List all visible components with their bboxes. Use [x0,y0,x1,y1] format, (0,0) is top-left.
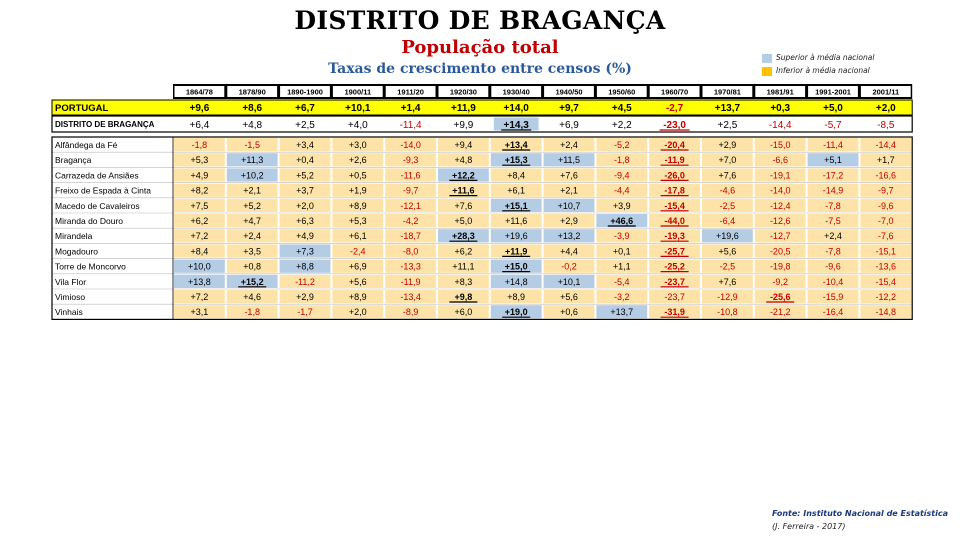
rate-value: -11,9 [664,155,685,166]
national-value: -2,7 [665,103,684,114]
rate-value: +10,1 [557,276,581,287]
rate-value: +11,1 [452,261,475,272]
rate-value: +3,1 [190,307,209,318]
rate-value: +11,6 [505,216,528,226]
period-label: 1970/81 [713,87,741,97]
rate-value: -8,9 [402,307,419,318]
rate-value: +6,1 [348,231,367,242]
source-note: Fonte: Instituto Nacional de Estatística [771,509,948,518]
rate-value: -16,4 [822,307,844,318]
rate-value: +3,0 [348,140,367,150]
rate-value: -15,9 [822,292,844,302]
rate-value: -13,4 [400,292,421,302]
period-label: 1991-2001 [815,87,851,97]
district-value: -11,4 [399,120,422,131]
municipality-label: Vinhais [55,307,83,318]
rate-value: -23,7 [664,276,685,287]
rate-value: -20,5 [769,246,791,257]
national-value: +5,0 [823,103,843,114]
rate-value: -15,1 [875,246,897,257]
rate-value: +1,9 [348,185,367,196]
rate-value: +2,1 [560,185,578,196]
rate-value: +13,7 [610,307,634,318]
rate-value: -14,9 [822,185,844,196]
rate-value: +11,5 [557,155,581,166]
district-value: +4,0 [347,120,368,131]
rate-value: -17,2 [822,170,844,181]
rate-value: +8,9 [507,292,526,302]
period-label: 1890-1900 [287,87,323,97]
rate-value: +2,6 [348,155,367,166]
rate-value: +11,9 [505,246,528,257]
rate-value: -11,9 [400,276,421,287]
municipality-label: Carrazeda de Ansiães [55,170,139,181]
rate-value: -4,2 [402,216,419,226]
rate-value: -14,0 [400,140,421,150]
period-label: 1981/91 [766,87,794,97]
rate-value: +13,4 [504,140,528,150]
rate-value: -12,1 [400,200,421,211]
rate-value: +28,3 [452,231,475,242]
rate-value: -9,7 [878,185,894,196]
period-label: 1950/60 [608,87,636,97]
rate-value: +46,6 [610,216,634,226]
rate-value: -7,0 [878,216,894,226]
district-value: -14,4 [768,120,792,131]
district-value: +6,4 [189,120,210,131]
national-value: +14,0 [503,103,529,114]
rate-value: -7,8 [825,246,841,257]
rate-value: -1,8 [614,155,630,166]
rate-value: +4,7 [243,216,262,226]
rate-value: +4,8 [454,155,473,166]
rate-value: +3,9 [612,200,631,211]
period-label: 1878/90 [238,87,266,97]
rate-value: +11,3 [241,155,264,166]
rate-value: +3,5 [243,246,262,257]
rate-value: +7,6 [718,276,737,287]
district-value: +6,9 [559,120,579,131]
period-label: 1864/78 [185,87,213,97]
rate-value: +10,7 [557,200,581,211]
national-value: +10,1 [345,103,371,114]
page-subsubtitle: Taxas de crescimento entre censos (%) [328,61,632,77]
district-value: +2,5 [295,120,315,131]
rate-value: -3,2 [614,292,630,302]
municipality-label: Freixo de Espada à Cinta [55,185,151,196]
period-label: 2001/11 [872,87,900,97]
rate-value: +5,3 [190,155,209,166]
rate-value: +9,4 [454,140,473,150]
national-value: +0,3 [770,103,791,114]
rate-value: +5,3 [348,216,367,226]
national-value: +4,5 [611,103,632,114]
national-label: PORTUGAL [55,103,109,114]
rate-value: -8,0 [402,246,419,257]
rate-value: -16,6 [875,170,897,181]
rate-value: -0,2 [561,261,577,272]
rate-value: +10,0 [188,261,211,272]
rate-value: -2,5 [719,200,736,211]
rate-value: +19,0 [504,307,528,318]
rate-value: +7,0 [718,155,737,166]
period-label: 1940/50 [555,87,583,97]
rate-value: +9,8 [454,292,473,302]
municipality-label: Miranda do Douro [55,216,124,226]
rate-value: +7,6 [560,170,578,181]
rate-value: +8,3 [454,276,473,287]
rate-value: +1,1 [612,261,631,272]
rate-value: -1,8 [244,307,260,318]
rate-value: -10,4 [822,276,844,287]
rate-value: -25,6 [769,292,791,302]
national-value: +9,7 [559,103,579,114]
rate-value: -11,2 [295,276,315,287]
municipality-label: Alfândega da Fé [55,140,118,150]
rate-value: -26,0 [664,170,685,181]
rate-value: -9,2 [772,276,788,287]
rate-value: +0,4 [296,155,314,166]
rate-value: +6,0 [454,307,473,318]
rate-value: +14,8 [504,276,528,287]
rate-value: -1,7 [297,307,313,318]
rate-value: -12,7 [769,231,791,242]
rate-value: +0,1 [612,246,631,257]
author-note: (J. Ferreira - 2017) [772,522,846,531]
rate-value: +13,2 [557,231,581,242]
national-value: +6,7 [295,103,315,114]
rate-value: -44,0 [664,216,685,226]
municipality-label: Vimioso [55,292,86,302]
municipality-label: Mogadouro [55,246,99,257]
period-label: 1930/40 [502,87,530,97]
rate-value: +7,3 [296,246,314,257]
rate-value: -11,4 [823,140,843,150]
rate-value: -20,4 [664,140,685,150]
rate-value: +5,6 [560,292,578,302]
national-value: +13,7 [714,103,741,114]
national-value: +8,6 [242,103,263,114]
rate-value: -21,2 [769,307,791,318]
rate-value: -4,4 [614,185,630,196]
rate-value: +3,4 [296,140,314,150]
rate-value: +2,0 [348,307,367,318]
rate-value: +3,7 [296,185,314,196]
rate-value: +15,1 [504,200,528,211]
district-value: -8,5 [877,120,895,131]
rate-value: -25,7 [664,246,685,257]
rate-value: -14,0 [769,185,791,196]
rate-value: +8,9 [348,200,367,211]
legend-label-above: Superior à média nacional [776,53,875,62]
rate-value: +2,9 [560,216,578,226]
district-value: +14,3 [503,120,529,131]
national-value: +9,6 [189,103,210,114]
rate-value: +8,9 [348,292,367,302]
rate-value: +5,1 [824,155,842,166]
rate-value: -9,3 [402,155,419,166]
municipality-label: Bragança [55,155,92,166]
rate-value: +7,5 [190,200,209,211]
municipality-label: Torre de Moncorvo [55,261,126,272]
rate-value: -3,9 [614,231,630,242]
rate-value: +15,0 [504,261,528,272]
rate-value: -23,7 [664,292,685,302]
rate-value: -25,2 [664,261,685,272]
rate-value: -6,4 [719,216,736,226]
rate-value: -14,4 [875,140,897,150]
rate-value: +0,5 [348,170,367,181]
rate-value: +4,6 [243,292,262,302]
municipality-label: Macedo de Cavaleiros [55,200,140,211]
rate-value: +1,7 [876,155,895,166]
rate-value: +4,9 [296,231,314,242]
rate-value: +7,6 [718,170,737,181]
rate-value: -12,6 [769,216,791,226]
period-label: 1960/70 [661,87,689,97]
rate-value: -12,4 [769,200,791,211]
rate-value: -7,6 [878,231,894,242]
rate-value: +6,3 [296,216,314,226]
page-title: DISTRITO DE BRAGANÇA [294,6,666,35]
rate-value: +0,6 [560,307,578,318]
rate-value: -18,7 [400,231,421,242]
municipality-label: Vila Flor [55,276,87,287]
rate-value: +15,3 [504,155,528,166]
rate-value: +19,6 [504,231,528,242]
rate-value: +5,0 [454,216,473,226]
rate-value: -2,4 [350,246,366,257]
rate-value: -7,8 [825,200,841,211]
rate-value: -11,6 [400,170,421,181]
legend-label-below: Inferior à média nacional [776,66,870,75]
rate-value: +11,6 [452,185,475,196]
rate-value: +8,4 [190,246,209,257]
page-subtitle: População total [401,37,559,58]
rate-value: +4,4 [560,246,578,257]
rate-value: -19,3 [664,231,685,242]
municipality-label: Mirandela [55,231,93,242]
rate-value: +2,4 [243,231,262,242]
rate-value: -9,4 [614,170,630,181]
rate-value: -9,6 [825,261,841,272]
period-label: 1920/30 [449,87,477,97]
period-label: 1911/20 [397,87,424,97]
rate-value: +8,2 [190,185,209,196]
rate-value: -6,6 [772,155,788,166]
rate-value: +7,2 [190,292,209,302]
rate-value: +6,9 [348,261,367,272]
rate-value: -5,4 [614,276,630,287]
rate-value: +6,1 [507,185,526,196]
rate-value: -19,1 [769,170,791,181]
rate-value: +7,2 [190,231,209,242]
rate-value: +5,6 [718,246,737,257]
rate-value: +5,2 [243,200,262,211]
rate-value: +4,9 [190,170,209,181]
rate-value: -13,6 [875,261,897,272]
district-value: +4,8 [242,120,263,131]
rate-value: -15,4 [875,276,897,287]
national-value: +1,4 [400,103,421,114]
district-value: +2,2 [611,120,632,131]
rate-value: +5,6 [348,276,367,287]
period-label: 1900/11 [344,87,372,97]
rate-value: +7,6 [454,200,473,211]
rate-value: -15,0 [769,140,791,150]
rate-value: +2,1 [243,185,262,196]
rate-value: -9,6 [878,200,894,211]
rate-value: +19,6 [716,231,739,242]
rate-value: +2,4 [824,231,842,242]
rate-value: +0,8 [243,261,262,272]
rate-value: -13,3 [400,261,421,272]
rate-value: +15,2 [240,276,264,287]
rate-value: +6,2 [190,216,209,226]
rate-value: -14,8 [875,307,897,318]
rate-value: +6,2 [454,246,473,257]
rate-value: -10,8 [717,307,738,318]
rate-value: -15,4 [664,200,685,211]
national-value: +2,0 [875,103,896,114]
district-value: -5,7 [824,120,842,131]
rate-value: +8,8 [296,261,314,272]
rate-value: -12,2 [875,292,897,302]
district-label: DISTRITO DE BRAGANÇA [55,120,155,129]
rate-value: +2,4 [560,140,578,150]
rate-value: -4,6 [719,185,736,196]
rate-value: +2,9 [296,292,314,302]
district-value: -23,0 [663,120,686,131]
rate-value: -7,5 [825,216,841,226]
national-value: +11,9 [451,103,476,114]
rate-value: -2,5 [719,261,736,272]
rate-value: -17,8 [664,185,685,196]
rate-value: -19,8 [769,261,791,272]
district-value: +2,5 [717,120,738,131]
rate-value: -5,2 [614,140,630,150]
rate-value: -1,5 [244,140,260,150]
rate-value: +12,2 [452,170,475,181]
rate-value: -31,9 [664,307,685,318]
rate-value: -9,7 [402,185,419,196]
rate-value: +5,2 [296,170,314,181]
district-value: +9,9 [453,120,474,131]
rate-value: +2,9 [718,140,737,150]
rate-value: -1,8 [191,140,208,150]
rate-value: -12,9 [717,292,738,302]
rate-value: +10,2 [240,170,264,181]
rate-value: +8,4 [507,170,526,181]
rate-value: +13,8 [188,276,211,287]
rate-value: +2,0 [296,200,314,211]
